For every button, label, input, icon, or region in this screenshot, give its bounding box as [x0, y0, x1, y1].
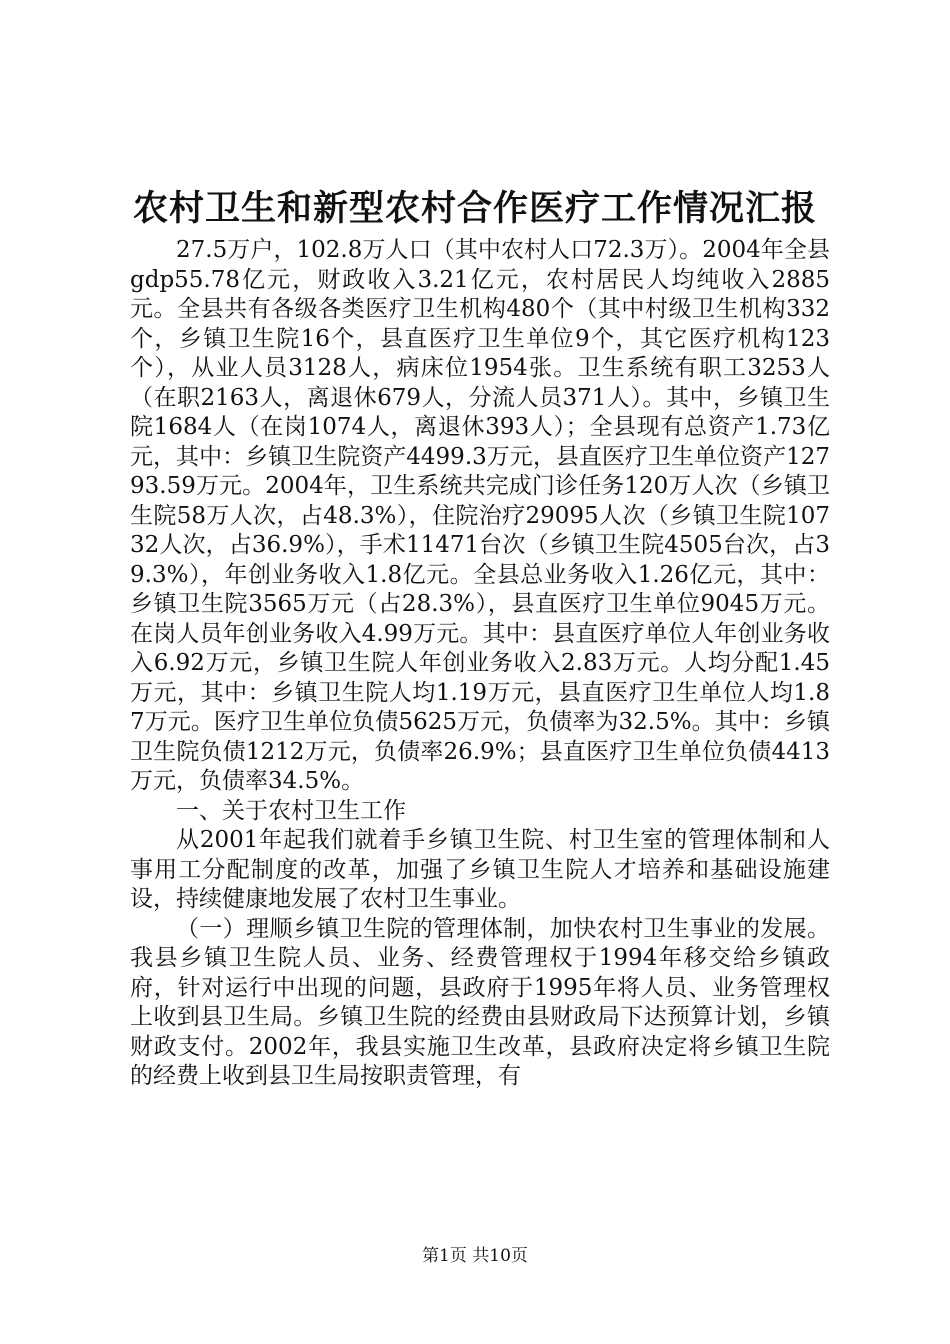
document-title: 农村卫生和新型农村合作医疗工作情况汇报	[132, 188, 817, 229]
section-heading: 一、关于农村卫生工作	[176, 797, 406, 824]
paragraph-overview: 27.5万户，102.8万人口（其中农村人口72.3万）。2004年全县gdp55.78亿元，财政收入3.21亿元，农村居民人均纯收入2885元。全县共有各级各类医疗卫生机构480个（其中村级卫生机构332个，乡镇卫生院16个，县直医疗卫生单位9个，其它医疗机构123个），从业人员3128人，病床位1954张。卫生系统有职工3253人（在职2163人，离退休679人，分流人员371人）。其中，乡镇卫生院1684人（在岗1074人，离退休393人）；全县现有总资产1.73亿元，其中：乡镇卫生院资产4499.3万元，县直医疗卫生单位资产12793.59万元。2004年，卫生系统共完成门诊任务120万人次（乡镇卫生院58万人次，占48.3%），住院治疗29095人次（乡镇卫生院10732人次，占36.9%），手术11471台次（乡镇卫生院4505台次，占39.3%），年创业务收入1.8亿元。全县总业务收入1.26亿元，其中：乡镇卫生院3565万元（占28.3%），县直医疗卫生单位9045万元。在岗人员年创业务收入4.99万元。其中：县直医疗单位人年创业务收入6.92万元，乡镇卫生院人年创业务收入2.83万元。人均分配1.45万元，其中：乡镇卫生院人均1.19万元，县直医疗卫生单位人均1.87万元。医疗卫生单位负债5625万元，负债率为32.5%。其中：乡镇卫生院负债1212万元，负债率26.9%；县直医疗卫生单位负债4413万元，负债率34.5%。	[130, 237, 830, 794]
paragraph-reform: 从2001年起我们就着手乡镇卫生院、村卫生室的管理体制和人事用工分配制度的改革，加强了乡镇卫生院人才培养和基础设施建设，持续健康地发展了农村卫生事业。	[130, 827, 830, 912]
page-number: 第1页 共10页	[422, 1246, 528, 1266]
document-body	[130, 236, 830, 1092]
paragraph-management: （一）理顺乡镇卫生院的管理体制，加快农村卫生事业的发展。我县乡镇卫生院人员、业务、经费管理权于1994年移交给乡镇政府，针对运行中出现的问题，县政府于1995年将人员、业务管理权上收到县卫生局。乡镇卫生院的经费由县财政局下达预算计划，乡镇财政支付。2002年，我县实施卫生改革，县政府决定将乡镇卫生院的经费上收到县卫生局按职责管理，有	[130, 915, 830, 1089]
